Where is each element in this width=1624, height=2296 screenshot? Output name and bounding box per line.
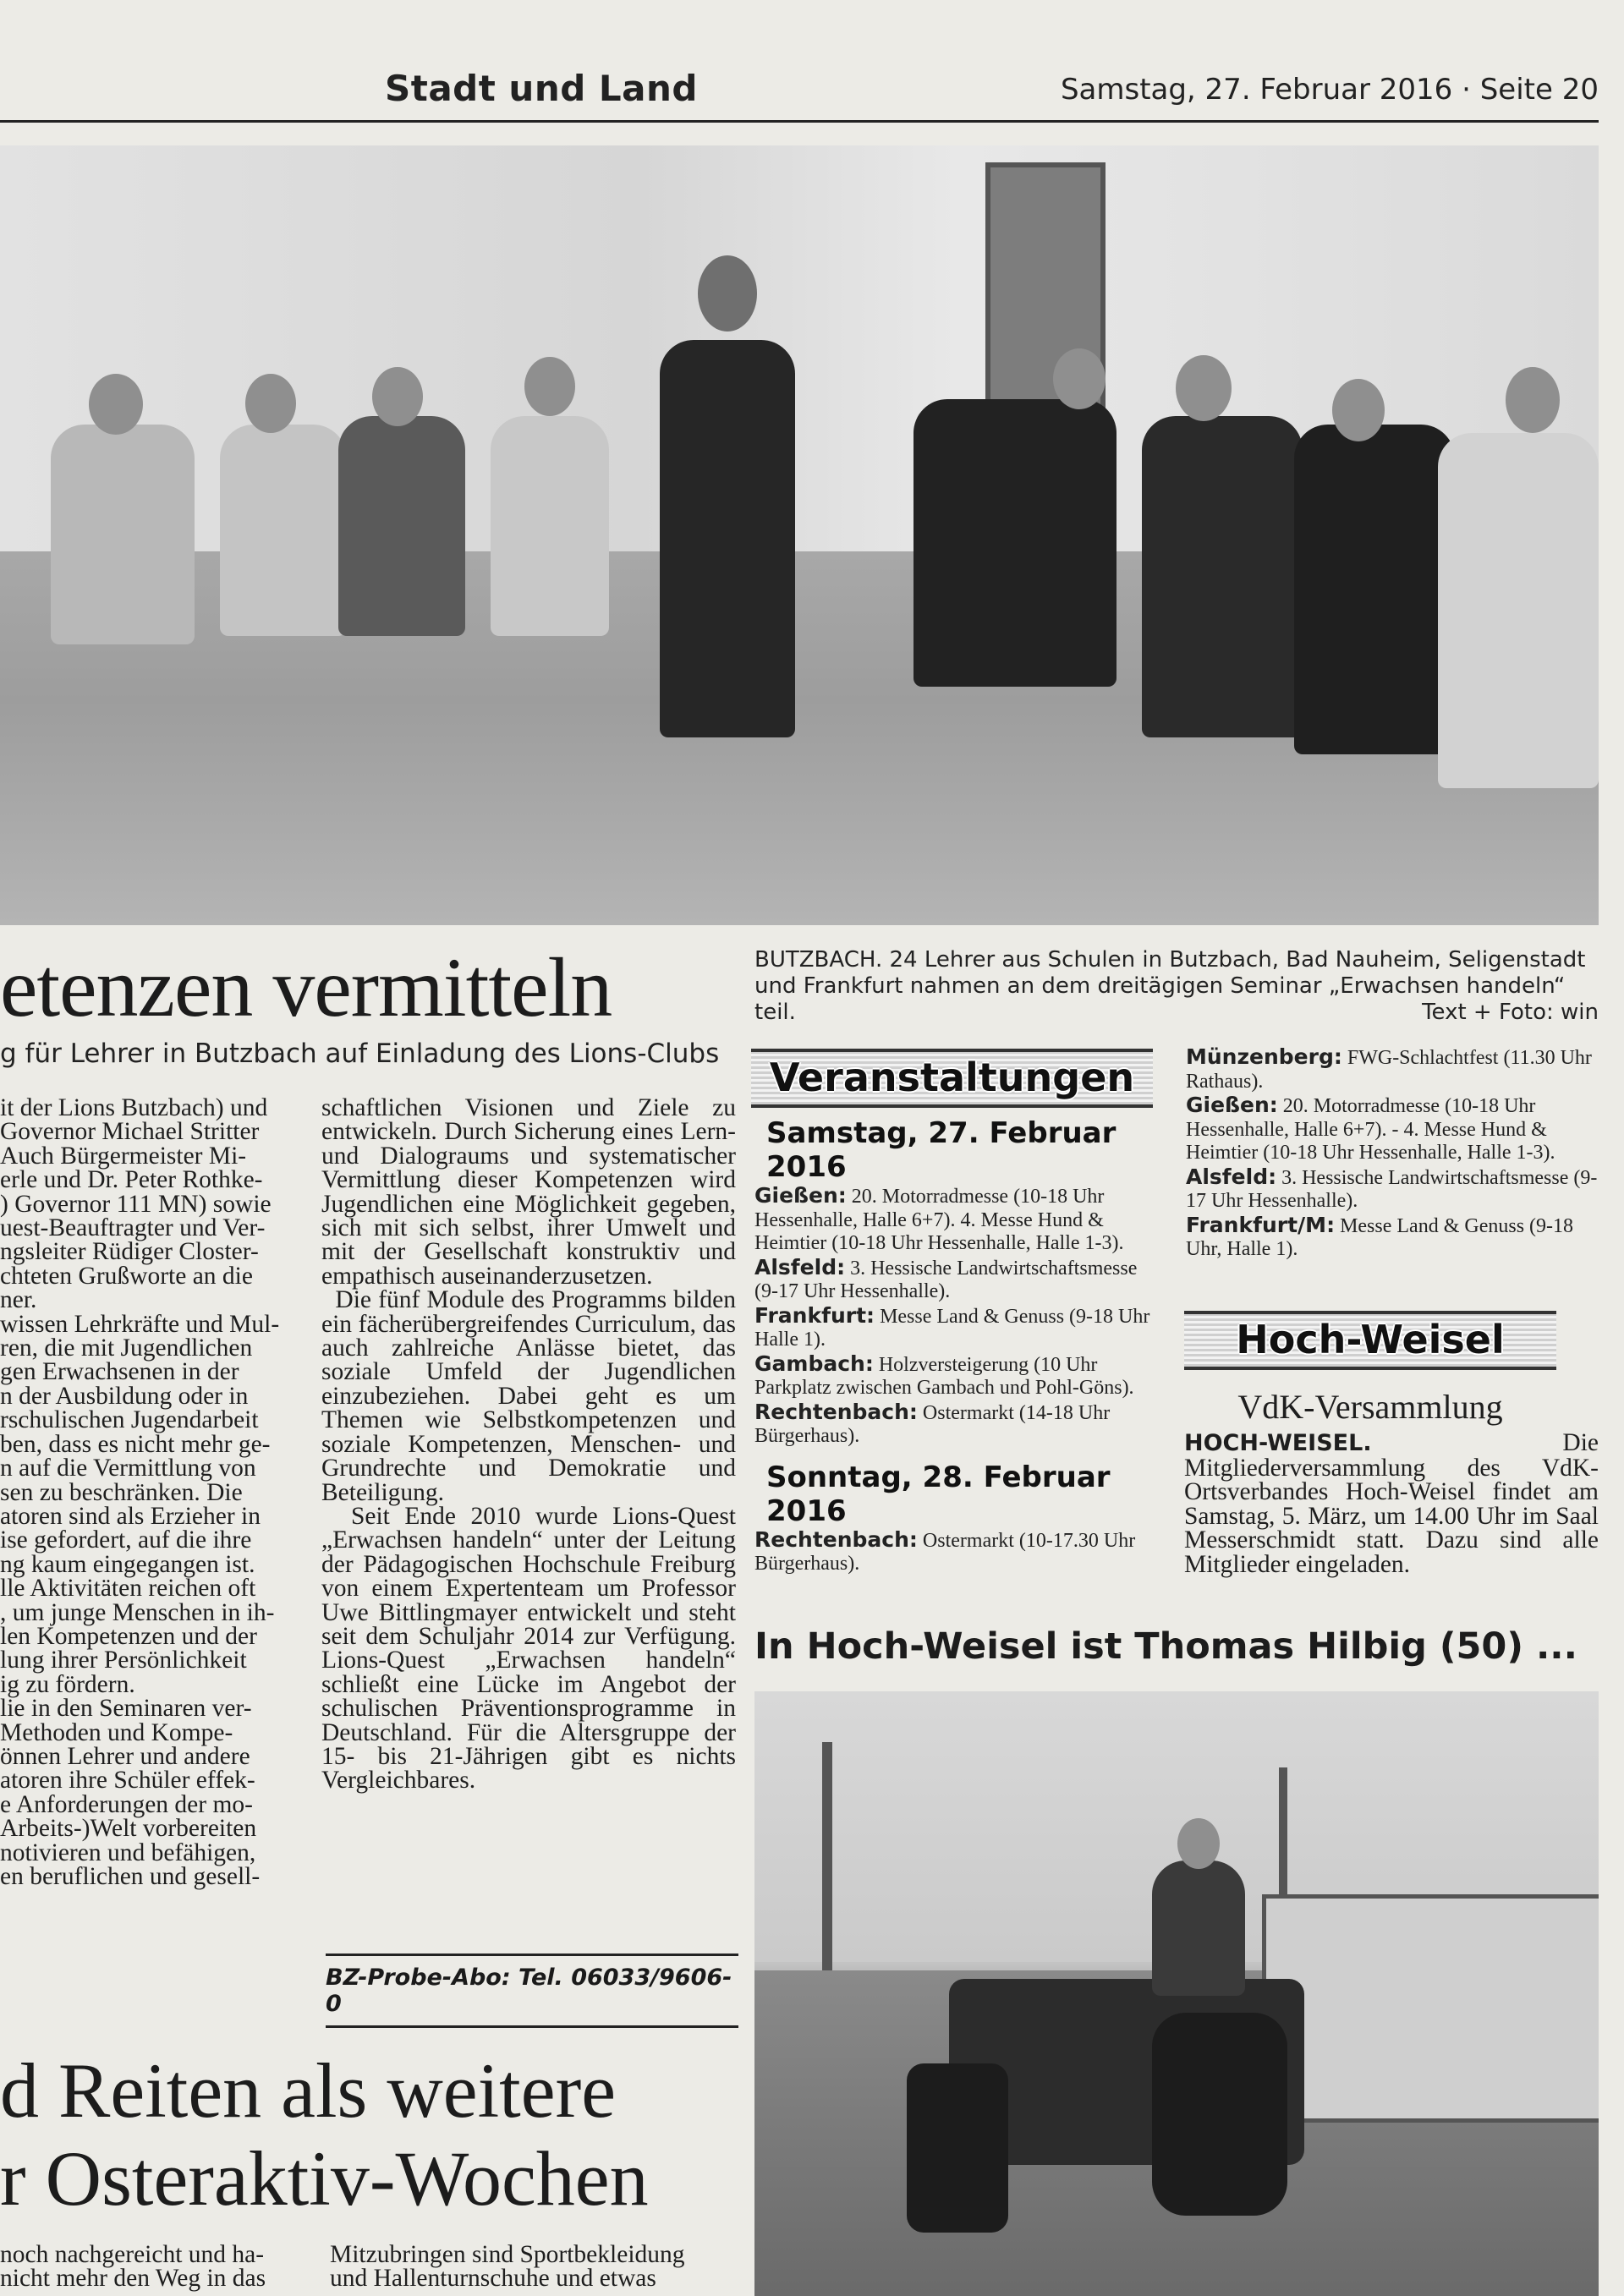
hochweisel-headline: VdK-Versammlung <box>1237 1388 1503 1426</box>
event-item: Gambach: Holzversteigerung (10 Uhr Parkplatz zwischen Gambach und Pohl-Göns). <box>754 1351 1134 1399</box>
event-item: Gießen: 20. Motorradmesse (10-18 Uhr Hessenhalle, Halle 6+7). - 4. Messe Hund & Heimtier (10-18 Uhr Hessenhalle, Halle 1-3). <box>1186 1093 1555 1164</box>
photo-caption: BUTZBACH. 24 Lehrer aus Schulen in Butzbach, Bad Nauheim, Seligenstadt und Frankfurt nahmen an dem dreitägigen Seminar „Erwachsen handeln“ teil. <box>754 947 1586 1025</box>
osteraktiv-column-1: noch nachgereicht und ha- nicht mehr den Weg in das <box>0 2241 266 2293</box>
event-item: Rechtenbach: Ostermarkt (10-17.30 Uhr Bürgerhaus). <box>754 1526 1136 1575</box>
article-subheadline: g für Lehrer in Butzbach auf Einladung des Lions-Clubs <box>0 1038 720 1069</box>
photo-wheel <box>907 2063 1008 2233</box>
photo-credit: Text + Foto: win <box>1422 1000 1599 1025</box>
events-day-heading: Sonntag, 28. Februar 2016 <box>766 1460 1111 1528</box>
photo-person <box>491 416 609 636</box>
photo-tree <box>822 1742 832 1996</box>
photo-person-head <box>1332 379 1385 441</box>
photo-person <box>338 416 465 636</box>
event-item: Alsfeld: 3. Hessische Landwirtschaftsmesse (9-17 Uhr Hessenhalle). <box>754 1254 1138 1302</box>
hochweisel-box-title: Hoch-Weisel <box>1236 1317 1505 1362</box>
photo-person-head <box>1506 367 1560 433</box>
events-column-1 <box>754 1116 1160 1576</box>
subscription-ad: BZ-Probe-Abo: Tel. 06033/9606-0 <box>326 1954 738 2028</box>
photo-person <box>1294 425 1455 754</box>
events-box-title: Veranstaltungen <box>769 1055 1135 1100</box>
event-item: Münzenberg: FWG-Schlachtfest (11.30 Uhr Rathaus). <box>1186 1044 1592 1093</box>
hochweisel-box-header <box>1184 1311 1556 1370</box>
date-page: Samstag, 27. Februar 2016 · Seite 20 <box>1060 73 1599 107</box>
tractor-photo <box>754 1691 1599 2296</box>
photo-driver <box>1152 1860 1245 1996</box>
header-rule <box>0 120 1599 123</box>
event-item: Alsfeld: 3. Hessische Landwirtschaftsmesse (9-17 Uhr Hessenhalle). <box>1186 1164 1598 1212</box>
event-item: Frankfurt: Messe Land & Genuss (9-18 Uhr Halle 1). <box>754 1302 1150 1351</box>
photo-person <box>914 399 1116 687</box>
hilbig-headline: In Hoch-Weisel ist Thomas Hilbig (50) ... <box>754 1625 1577 1668</box>
event-item: Gießen: 20. Motorradmesse (10-18 Uhr Hessenhalle, Halle 6+7). 4. Messe Hund & Heimtier (10-18 Uhr Hessenhalle, Halle 1-3). <box>754 1183 1124 1254</box>
photo-person <box>1142 416 1303 737</box>
event-item: Rechtenbach: Ostermarkt (14-18 Uhr Bürgerhaus). <box>754 1399 1111 1447</box>
events-day-heading: Samstag, 27. Februar 2016 <box>766 1116 1116 1184</box>
photo-person-head <box>1176 355 1232 421</box>
hochweisel-text: HOCH-WEISEL. Die Mitgliederversammlung des VdK-Ortsverbandes Hoch-Weisel findet am Samstag, 5. März, um 14.00 Uhr im Saal Messerschmidt statt. Dazu sind alle Mitglieder eingeladen. <box>1184 1429 1599 1578</box>
photo-trailer <box>1262 1894 1599 2123</box>
osteraktiv-column-2: Mitzubringen sind Sportbekleidung und Hallenturnschuhe und etwas <box>330 2241 685 2293</box>
events-box-header <box>751 1049 1153 1108</box>
article-column-1: it der Lions Butzbach) und Governor Michael Stritter Auch Bürgermeister Mi- erle und Dr. Peter Rothke- ) Governor 111 MN) sowie uest-Beauftragter und Ver- ngsleiter Rüdiger Closter- chteten Grußworte an die ner. wissen Lehrkräfte und Mul- ren, die mit Jugendlichen gen Erwachsenen in der n der Ausbildung oder in rschulischen Jugendarbeit ben, dass es nicht mehr ge- n auf die Vermittlung von sen zu beschränken. Die atoren sind als Erzieher in ise gefordert, auf die ihre ng kaum eingegangen ist. lle Aktivitäten reichen oft , um junge Menschen in ih- len Kompetenzen und der lung ihrer Persönlichkeit ig zu fördern. lie in den Seminaren ver- Methoden und Kompe- önnen Lehrer und andere atoren ihre Schüler effek- e Anforderungen der mo- Arbeits-)Welt vorbereiten notivieren und befähigen, en beruflichen und gesell- <box>0 1094 280 1890</box>
photo-presenter <box>660 340 795 737</box>
photo-person-head <box>1053 348 1106 409</box>
photo-person-head <box>524 357 575 416</box>
article-headline: etenzen vermitteln <box>0 940 612 1034</box>
seminar-photo <box>0 145 1599 925</box>
section-title: Stadt und Land <box>385 68 698 109</box>
photo-person <box>51 425 195 644</box>
events-column-2 <box>1186 1045 1599 1262</box>
photo-wheel <box>1152 2013 1287 2216</box>
photo-person-head <box>372 367 423 426</box>
photo-person-head <box>89 374 143 435</box>
photo-person <box>1438 433 1599 788</box>
photo-person-head <box>245 374 296 433</box>
photo-person <box>220 425 347 636</box>
event-item: Frankfurt/M: Messe Land & Genuss (9-18 Uhr, Halle 1). <box>1186 1212 1574 1260</box>
photo-driver-head <box>1177 1818 1220 1869</box>
osteraktiv-headline: d Reiten als weitere r Osteraktiv-Wochen <box>0 2047 649 2222</box>
article-column-2: schaftlichen Visionen und Ziele zu entwickeln. Durch Sicherung eines Lern- und Dialograums und systematischer Vermittlung dieser Kompetenzen wird Jugendlichen eine Möglichkeit gegeben, sich mit sich selbst, ihrer Umwelt und mit der Gesellschaft konstruktiv und empathisch auseinanderzusetzen. Die fünf Module des Programms bilden ein fächerübergreifendes Curriculum, das auch zahlreiche Anlässe bietet, das soziale Umfeld der Jugendlichen einzubeziehen. Dabei geht es um Themen wie Selbstkompetenzen und soziale Kompetenzen, Menschen- und Grundrechte und Demokratie und Beteiligung. Seit Ende 2010 wurde Lions-Quest „Erwachsen handeln“ unter der Leitung der Pädagogischen Hochschule Freiburg von einem Expertenteam um Professor Uwe Bittlingmayer entwickelt und steht seit dem Schuljahr 2014 zur Verfügung. Lions-Quest „Erwachsen handeln“ schließt eine Lücke im Angebot der schulischen Präventionsprogramme in Deutschland. Für die Altersgruppe der 15- bis 21-Jährigen gibt es nichts Vergleichbares. <box>321 1094 737 1795</box>
photo-presenter-head <box>698 255 757 332</box>
